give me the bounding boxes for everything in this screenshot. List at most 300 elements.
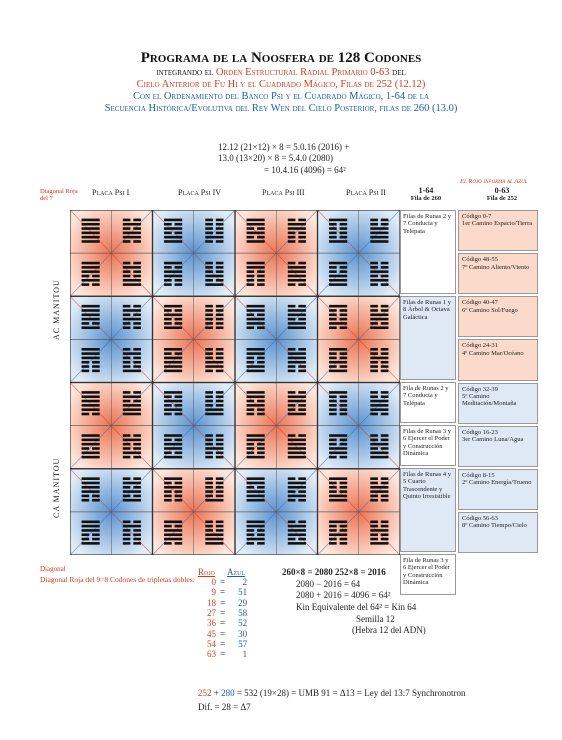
hexagram-line — [247, 447, 255, 450]
hexagram-line — [164, 326, 182, 329]
hexagram-line — [298, 318, 306, 321]
hexagram-line — [92, 275, 100, 278]
hexagram-line — [370, 499, 378, 502]
hexagram-line — [216, 477, 224, 480]
hexagram-line — [82, 452, 100, 455]
hexagram-line — [123, 395, 141, 398]
hexagram-line — [133, 495, 141, 498]
hexagram-line — [288, 365, 296, 368]
hexagram-line — [216, 262, 224, 265]
hexagram-line — [82, 275, 90, 278]
hexagram-line — [175, 266, 183, 269]
hexagram-line — [205, 223, 213, 226]
hexagram-line — [370, 357, 388, 360]
hexagram-line — [381, 370, 389, 373]
hexagram-line — [247, 279, 255, 282]
hexagram-line — [164, 456, 182, 459]
hexagram-line — [381, 361, 389, 364]
hexagram-line — [164, 408, 182, 411]
hexagram-line — [82, 538, 90, 541]
hexagram-line — [329, 361, 347, 364]
hexagram-line — [123, 477, 131, 480]
hexagram-line — [288, 270, 306, 273]
formula-block — [218, 142, 349, 176]
hexagram-line — [164, 499, 172, 502]
hexagram-line — [175, 482, 183, 485]
hexagram-line — [216, 370, 224, 373]
hexagram-line — [205, 408, 223, 411]
hexagram-line — [288, 452, 306, 455]
hexagram-line — [329, 400, 337, 403]
hexagram-line — [92, 499, 100, 502]
hexagram-line — [205, 326, 213, 329]
hexagram-line — [288, 499, 296, 502]
hexagram-line — [329, 370, 347, 373]
hexagram-line — [164, 434, 182, 437]
hexagram-line — [82, 443, 100, 446]
hexagram-line — [133, 326, 141, 329]
hexagram-line — [288, 439, 306, 442]
hexagram-line — [257, 408, 265, 411]
hexagram-line — [164, 275, 182, 278]
col-b-header: 0-63 Fila de 252 — [486, 186, 518, 202]
hexagram-line — [298, 434, 306, 437]
hexagram-line — [288, 322, 306, 325]
hexagram-line — [329, 309, 337, 312]
hexagram-line — [247, 361, 255, 364]
hexagram-line — [175, 395, 183, 398]
hexagram-line — [216, 223, 224, 226]
hexagram-line — [133, 270, 141, 273]
hexagram-line — [298, 477, 306, 480]
hexagram-line — [123, 486, 131, 489]
hexagram-line — [247, 482, 265, 485]
eq-3: 2080 + 2016 = 4096 = 64² — [296, 590, 391, 601]
hexagram-line — [247, 395, 265, 398]
hexagram-line — [175, 318, 183, 321]
hexagram-line — [216, 456, 224, 459]
hexagram-line — [298, 521, 306, 524]
hexagram-line — [329, 477, 347, 480]
rojo-azul-row: 0 = 2 — [211, 577, 248, 587]
hexagram-line — [247, 322, 265, 325]
hexagram-line — [257, 400, 265, 403]
hexagram-line — [123, 305, 131, 308]
hexagram-line — [216, 439, 224, 442]
hexagram-line — [298, 365, 306, 368]
hexagram-line — [205, 447, 223, 450]
hexagram-line — [247, 413, 255, 416]
ca-manitou-label: CA MANITOU — [52, 457, 61, 518]
hexagram-line — [247, 275, 255, 278]
hexagram-line — [205, 477, 213, 480]
hexagram-line — [175, 283, 183, 286]
hexagram-line — [381, 348, 389, 351]
hexagram-line — [133, 533, 141, 536]
formula-2: 13.0 (13×20) × 8 = 5.4.0 (2080) — [218, 153, 333, 164]
hexagram-line — [164, 279, 172, 282]
title-block — [0, 50, 562, 116]
hexagram-line — [340, 413, 348, 416]
hexagram-line — [381, 413, 389, 416]
hexagram-line — [247, 452, 255, 455]
hexagram-line — [247, 227, 255, 230]
hexagram-line — [329, 279, 347, 282]
hexagram-line — [370, 529, 388, 532]
formula-3: = 10.4.16 (4096) = 64² — [264, 164, 346, 175]
hexagram-line — [216, 357, 224, 360]
hexagram-line — [340, 314, 348, 317]
hexagram-line — [370, 486, 388, 489]
hexagram-line — [381, 434, 389, 437]
eq-6: (Hebra 12 del ADN) — [352, 625, 426, 636]
hexagram-line — [298, 499, 306, 502]
hexagram-line — [82, 486, 100, 489]
hexagram-line — [133, 240, 141, 243]
hexagram-line — [288, 326, 306, 329]
hexagram-line — [164, 486, 182, 489]
hexagram-line — [82, 404, 100, 407]
hexagram-line — [133, 361, 141, 364]
hexagram-line — [123, 499, 141, 502]
hexagram-line — [123, 370, 141, 373]
hexagram-line — [205, 456, 213, 459]
hexagram-line — [329, 283, 347, 286]
hexagram-line — [205, 348, 213, 351]
hexagram-line — [133, 365, 141, 368]
hexagram-line — [329, 533, 347, 536]
hexagram-line — [298, 283, 306, 286]
hexagram-line — [370, 318, 388, 321]
hexagram-line — [247, 326, 255, 329]
hexagram-line — [123, 538, 131, 541]
hexagram-line — [123, 227, 131, 230]
hexagram-line — [205, 240, 213, 243]
hexagram-line — [205, 443, 213, 446]
hexagram-line — [247, 542, 255, 545]
hexagram-line — [370, 270, 388, 273]
hexagram-line — [82, 400, 100, 403]
hexagram-line — [247, 477, 265, 480]
hexagram-line — [123, 322, 131, 325]
subtitle-line-5: Secuencia Histórica/Evolutiva del Rey Wen del Cielo Posterior, filas de 260 (13.0) — [104, 103, 458, 115]
hexagram-line — [82, 309, 100, 312]
hexagram-line — [123, 391, 131, 394]
hexagram-line — [82, 391, 100, 394]
hexagram-line — [381, 365, 389, 368]
hexagram-line — [82, 223, 100, 226]
hexagram-line — [247, 525, 265, 528]
hexagram-line — [92, 361, 100, 364]
hexagram-line — [82, 279, 100, 282]
hexagram-line — [247, 318, 265, 321]
hexagram-line — [329, 266, 337, 269]
hexagram-line — [123, 542, 131, 545]
hexagram-line — [381, 305, 389, 308]
hexagram-line — [164, 400, 182, 403]
hexagram-line — [216, 232, 224, 235]
hexagram-line — [92, 283, 100, 286]
hexagram-line — [247, 357, 255, 360]
hexagram-line — [288, 305, 296, 308]
hexagram-line — [82, 365, 90, 368]
hexagram-line — [205, 314, 213, 317]
hexagram-line — [175, 404, 183, 407]
hexagram-line — [288, 232, 296, 235]
rojo-azul-table: Rojo Azul 0 = 2 9 = 51 18 = 29 27 = 58 36 = 52 45 = 30 54 = 57 63 = 1 — [198, 567, 258, 660]
placa-psi-4: Placa Psi IV — [178, 188, 222, 197]
hexagram-line — [381, 391, 389, 394]
hexagram-line — [288, 219, 296, 222]
hexagram-line — [329, 275, 347, 278]
hexagram-line — [340, 227, 348, 230]
hexagram-line — [123, 361, 131, 364]
hexagram-line — [82, 236, 100, 239]
hexagram-line — [205, 413, 223, 416]
hexagram-line — [164, 223, 172, 226]
hexagram-line — [82, 395, 100, 398]
hexagram-line — [329, 408, 337, 411]
hexagram-line — [329, 352, 337, 355]
hexagram-line — [175, 452, 183, 455]
hexagram-line — [288, 275, 306, 278]
hexagram-line — [329, 322, 347, 325]
ac-manitou-label: AC MANITOU — [52, 279, 61, 340]
hexagram-line — [164, 490, 172, 493]
eq-1: 260×8 = 2080 252×8 = 2016 — [282, 567, 386, 577]
hexagram-line — [216, 443, 224, 446]
hexagram-line — [175, 439, 183, 442]
hexagram-line — [216, 314, 224, 317]
hexagram-line — [257, 279, 265, 282]
hexagram-line — [216, 322, 224, 325]
hexagram-line — [82, 219, 100, 222]
hexagram-line — [123, 236, 141, 239]
hexagram-line — [205, 434, 213, 437]
hexagram-line — [133, 456, 141, 459]
hexagram-line — [370, 361, 378, 364]
hexagram-line — [164, 365, 182, 368]
page-title: Programa de la Noosfera de 128 Codones — [140, 50, 422, 66]
hexagram-line — [288, 236, 296, 239]
hexagram-line — [123, 439, 141, 442]
hexagram-line — [288, 361, 306, 364]
hexagram-line — [164, 370, 182, 373]
hexagram-line — [247, 391, 265, 394]
hexagram-line — [247, 408, 255, 411]
hexagram-line — [247, 490, 265, 493]
hexagram-line — [123, 326, 131, 329]
hexagram-line — [298, 370, 306, 373]
hexagram-line — [381, 538, 389, 541]
hexagram-line — [257, 443, 265, 446]
hexagram-line — [288, 227, 306, 230]
hexagram-line — [216, 326, 224, 329]
formula-1: 12.12 (21×12) × 8 = 5.0.16 (2016) + — [218, 142, 350, 152]
hexagram-line — [164, 395, 172, 398]
hexagram-line — [216, 227, 224, 230]
hexagram-line — [247, 240, 265, 243]
hexagram-line — [340, 443, 348, 446]
hexagram-line — [247, 236, 255, 239]
hexagram-line — [205, 266, 213, 269]
hexagram-line — [216, 529, 224, 532]
hexagram-line — [370, 413, 378, 416]
hexagram-line — [175, 490, 183, 493]
hexagram-line — [370, 447, 378, 450]
rune-row-label: Filas de Runas 2 y 7 Conducta y Telépata — [400, 210, 456, 294]
hexagram-line — [175, 223, 183, 226]
hexagram-line — [82, 447, 90, 450]
hexagram-line — [123, 314, 131, 317]
hexagram-line — [288, 482, 306, 485]
hexagram-line — [123, 348, 131, 351]
hexagram-line — [257, 447, 265, 450]
hexagram-line — [247, 365, 265, 368]
hexagram-line — [329, 227, 337, 230]
hexagram-line — [329, 357, 337, 360]
hexagram-line — [329, 490, 337, 493]
hexagram-line — [370, 490, 388, 493]
hexagram-line — [288, 279, 306, 282]
hexagram-line — [123, 447, 131, 450]
hexagram-line — [82, 439, 100, 442]
hexagram-line — [288, 529, 306, 532]
rojo-azul-row: 54 = 57 — [207, 639, 248, 650]
hexagram-line — [216, 266, 224, 269]
hexagram-line — [92, 495, 100, 498]
hexagram-line — [205, 525, 213, 528]
hexagram-line — [288, 477, 296, 480]
hexagram-line — [381, 309, 389, 312]
hexagram-line — [329, 240, 347, 243]
hexagram-line — [82, 352, 100, 355]
hexagram-line — [205, 275, 223, 278]
hexagram-line — [123, 279, 141, 282]
hexagram-line — [164, 227, 182, 230]
hexagram-line — [370, 236, 388, 239]
hexagram-line — [82, 322, 90, 325]
hexagram-line — [381, 482, 389, 485]
hexagram-line — [370, 395, 378, 398]
hexagram-line — [205, 279, 213, 282]
codes-column — [458, 210, 540, 555]
hexagram-line — [216, 279, 224, 282]
hexagram-line — [370, 404, 388, 407]
hexagram-line — [133, 314, 141, 317]
hexagram-line — [82, 232, 100, 235]
hexagram-line — [329, 270, 337, 273]
hexagram-line — [340, 266, 348, 269]
hexagram-line — [175, 232, 183, 235]
hexagram-line — [340, 365, 348, 368]
diagonal-top-label: Diagonal Roja del 7 — [40, 188, 78, 203]
hexagram-line — [123, 352, 141, 355]
dif-line: Dif. = 28 = Δ7 — [198, 702, 251, 712]
hexagram-line — [92, 370, 100, 373]
hexagram-line — [288, 447, 306, 450]
hexagram-line — [205, 486, 213, 489]
hexagram-line — [329, 232, 337, 235]
hexagram-line — [329, 223, 337, 226]
hexagram-line — [123, 408, 141, 411]
hexagram-line — [133, 521, 141, 524]
hexagram-line — [288, 262, 296, 265]
hexagram-line — [92, 322, 100, 325]
subtitle-line-3: Cielo Anterior de Fu Hi y el Cuadrado Mágico, Filas de 252 (12.12) — [136, 79, 426, 91]
hexagram-line — [381, 495, 389, 498]
rojo-azul-row: 63 = 1 — [207, 649, 248, 660]
hexagram-line — [340, 395, 348, 398]
rojo-azul-row: 45 = 30 — [207, 628, 248, 639]
hexagram-line — [82, 482, 100, 485]
hexagram-line — [123, 521, 131, 524]
hexagram-line — [82, 370, 90, 373]
code-path-label: Código 8-15 2º Camino Energía/Trueno — [458, 469, 538, 510]
hexagram-line — [123, 357, 131, 360]
hexagram-line — [340, 525, 348, 528]
hexagram-line — [257, 270, 265, 273]
hexagram-line — [123, 529, 131, 532]
hexagram-line — [205, 490, 213, 493]
hexagram-line — [82, 533, 90, 536]
hexagram-line — [216, 486, 224, 489]
hexagram-line — [82, 314, 100, 317]
hexagram-line — [216, 495, 224, 498]
hexagram-line — [381, 439, 389, 442]
hexagram-line — [288, 443, 306, 446]
hexagram-line — [164, 283, 172, 286]
hexagram-line — [164, 443, 182, 446]
hexagram-line — [381, 322, 389, 325]
subtitle-line-2: integrando el Orden Estructural Radial Primario 0-63 del — [156, 67, 406, 79]
hexagram-line — [175, 352, 183, 355]
hexagram-line — [123, 365, 131, 368]
hexagram-line — [370, 219, 378, 222]
hexagram-line — [205, 542, 223, 545]
hexagram-line — [298, 232, 306, 235]
hexagram-line — [257, 357, 265, 360]
hexagram-line — [329, 443, 337, 446]
hexagram-line — [123, 413, 141, 416]
hexagram-line — [370, 283, 378, 286]
hexagram-line — [288, 434, 296, 437]
hexagram-line — [381, 533, 389, 536]
hexagram-line — [329, 236, 337, 239]
hexagram-line — [288, 357, 306, 360]
code-path-label: Código 16-23 3er Camino Luna/Agua — [458, 426, 538, 467]
hexagram-line — [123, 219, 131, 222]
hexagram-line — [216, 270, 224, 273]
hexagram-line — [164, 538, 182, 541]
hexagram-line — [329, 452, 347, 455]
hexagram-line — [164, 314, 182, 317]
hexagram-line — [164, 495, 172, 498]
hexagram-line — [82, 227, 100, 230]
hexagram-line — [205, 395, 213, 398]
hexagram-line — [175, 322, 183, 325]
placa-psi-2: Placa Psi II — [346, 188, 386, 197]
hexagram-line — [133, 305, 141, 308]
hexagram-line — [288, 314, 306, 317]
hexagram-line — [164, 477, 182, 480]
hexagram-line — [123, 232, 141, 235]
sum-line: 252 + 280 = 532 (19×28) = UMB 91 = Δ13 = Ley del 13:7 Synchronotron — [198, 688, 466, 698]
hexagram-line — [288, 266, 306, 269]
hexagram-line — [340, 309, 348, 312]
hexagram-line — [205, 365, 223, 368]
hexagram-line — [288, 413, 306, 416]
